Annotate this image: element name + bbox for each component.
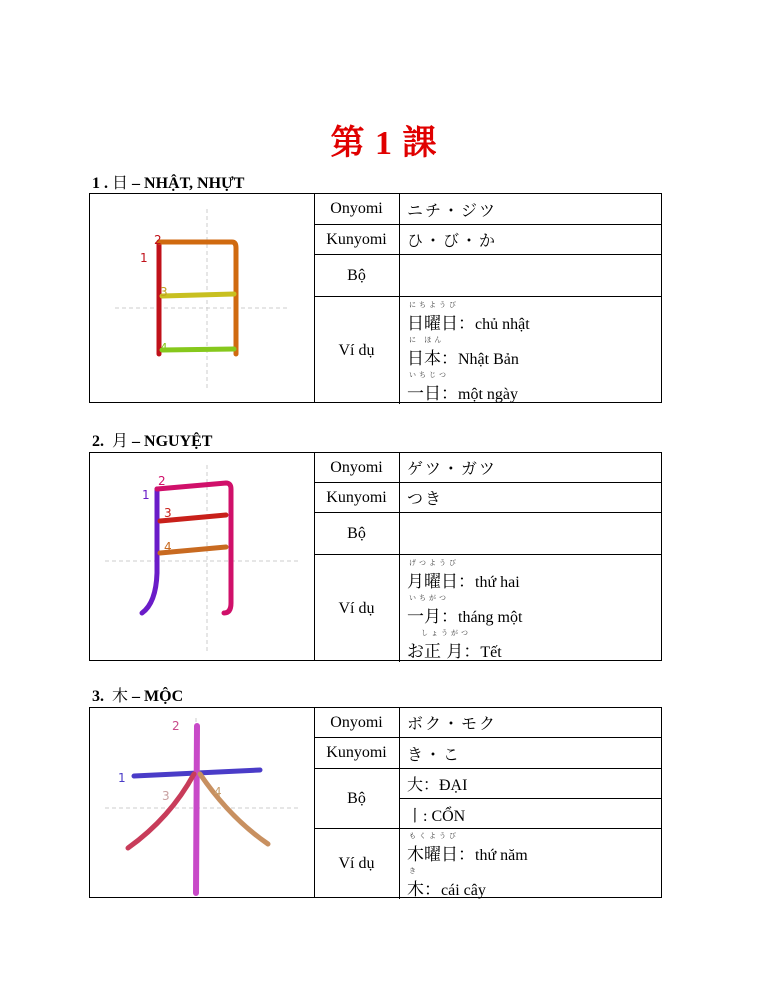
kunyomi-row: Kunyomi き・こ xyxy=(314,738,661,769)
stroke-number: 1 xyxy=(142,488,150,502)
stroke-1 xyxy=(142,489,157,613)
lesson-3-table xyxy=(89,707,662,898)
lesson-1-table xyxy=(89,193,662,403)
example-item: しょうがつ お正 月：Tết xyxy=(407,629,502,662)
stroke-order-diagram-nguyet xyxy=(90,453,315,660)
radical-row: Bộ xyxy=(314,255,661,297)
example-item: げつようび 月曜日：thứ hai xyxy=(407,559,520,592)
stroke-4 xyxy=(200,774,268,844)
lesson-3-heading: 3. 木 – MỘC xyxy=(92,686,184,705)
stroke-number: 3 xyxy=(162,789,170,803)
example-row: Ví dụ げつようび 月曜日：thứ hai いちがつ 一月：tháng một しょうがつ お正 月：Tết xyxy=(314,555,661,662)
example-item: き 木：cái cây xyxy=(407,867,486,900)
example-item: に ほん 日本：Nhật Bản xyxy=(407,336,519,369)
radical-item: 丨: CỔN xyxy=(407,807,466,825)
stroke-number: 3 xyxy=(164,506,172,520)
example-row: Ví dụ もくようび 木曜日：thứ năm き 木：cái cây xyxy=(314,829,661,899)
lesson-1-heading: 1 . 日 – NHẬT, NHỰT xyxy=(92,173,245,192)
stroke-order-diagram-moc xyxy=(90,708,315,897)
stroke-number: 3 xyxy=(160,285,168,299)
lesson-2-table xyxy=(89,452,662,661)
stroke-number: 4 xyxy=(214,785,222,799)
onyomi-row: Onyomi ボク・モク xyxy=(314,708,661,738)
radical-row: Bộ xyxy=(314,513,661,555)
stroke-4 xyxy=(162,349,234,350)
stroke-number: 2 xyxy=(158,474,166,488)
lesson-2-heading: 2. 月 – NGUYỆT xyxy=(92,431,213,450)
onyomi-row: Onyomi ニチ・ジツ xyxy=(314,194,661,225)
example-item: にちようび 日曜日：chủ nhật xyxy=(407,301,530,334)
stroke-3 xyxy=(162,294,234,296)
example-item: もくようび 木曜日：thứ năm xyxy=(407,832,528,865)
radical-item: 大：ĐẠI xyxy=(399,769,661,799)
stroke-number: 4 xyxy=(160,341,168,355)
stroke-number: 2 xyxy=(172,719,180,733)
radical-row: Bộ 大：ĐẠI 丨: CỔN xyxy=(314,769,661,829)
stroke-order-diagram-nhat xyxy=(90,194,315,402)
stroke-number: 1 xyxy=(118,771,126,785)
onyomi-row: Onyomi ゲツ・ガツ xyxy=(314,453,661,483)
kunyomi-row: Kunyomi つき xyxy=(314,483,661,513)
stroke-3 xyxy=(128,774,194,848)
stroke-2 xyxy=(196,726,197,893)
example-item: いちがつ 一月：tháng một xyxy=(407,594,523,627)
page-title: 第 1 課 xyxy=(330,125,438,162)
example-row: Ví dụ にちようび 日曜日：chủ nhật に ほん 日本：Nhật Bản いちじつ 一日：một ngày xyxy=(314,297,661,404)
stroke-number: 2 xyxy=(154,233,162,247)
kunyomi-row: Kunyomi ひ・び・か xyxy=(314,225,661,255)
example-item: いちじつ 一日：một ngày xyxy=(407,371,518,404)
stroke-number: 1 xyxy=(140,251,148,265)
stroke-number: 4 xyxy=(164,540,172,554)
